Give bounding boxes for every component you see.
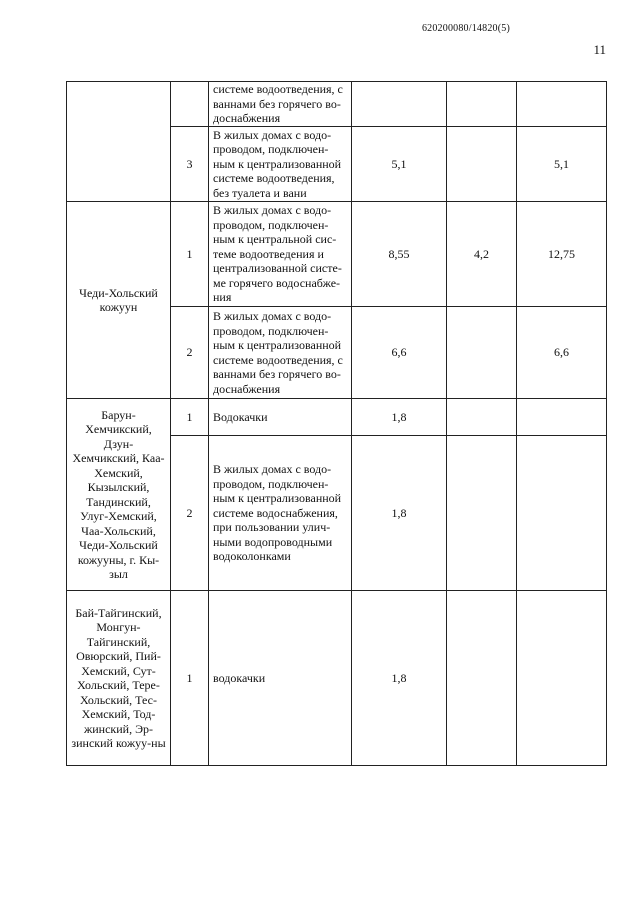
description-cell: В жилых домах с водо-проводом, подключен-ным к централизованной системе водоотведения, с ваннами без горячего во-доснабжения (209, 307, 352, 399)
row-number-cell (171, 82, 209, 127)
region-cell: Бай-Тайгинский, Монгун-Тайгинский, Овюрский, Пий-Хемский, Сут-Хольский, Тере-Хольский, Тес-Хемский, Тод-жинский, Эр-зинский кожуу-ны (67, 591, 171, 766)
value-cell: 8,55 (352, 202, 447, 307)
value-cell: 1,8 (352, 591, 447, 766)
region-cell: Барун-Хемчикский, Дзун-Хемчикский, Каа-Хемский, Кызылский, Тандинский, Улуг-Хемский, Чаа-Хольский, Чеди-Хольский кожууны, г. Кы-зыл (67, 399, 171, 591)
value-cell: 6,6 (352, 307, 447, 399)
row-number-cell: 1 (171, 399, 209, 436)
tariff-table (66, 81, 607, 766)
table-row (67, 82, 607, 127)
value-cell: 5,1 (352, 127, 447, 202)
value-cell (447, 127, 517, 202)
description-cell: водокачки (209, 591, 352, 766)
description-cell: Водокачки (209, 399, 352, 436)
region-cell: Чеди-Хольский кожуун (67, 202, 171, 399)
value-cell (447, 82, 517, 127)
value-cell (517, 436, 607, 591)
description-cell: системе водоотведения, с ваннами без горячего во-доснабжения (209, 82, 352, 127)
value-cell: 6,6 (517, 307, 607, 399)
value-cell (447, 436, 517, 591)
description-cell: В жилых домах с водо-проводом, подключен-ным к центральной сис-теме водоотведения и централизованной систе-ме горячего водоснабже-ния (209, 202, 352, 307)
value-cell (447, 399, 517, 436)
description-cell: В жилых домах с водо-проводом, подключен-ным к централизованной системе водоотведения, без туалета и вани (209, 127, 352, 202)
value-cell (517, 399, 607, 436)
value-cell: 1,8 (352, 436, 447, 591)
value-cell (447, 591, 517, 766)
table-row (67, 399, 607, 436)
table-row (67, 202, 607, 307)
value-cell: 12,75 (517, 202, 607, 307)
document-code: 620200080/14820(5) (421, 23, 510, 34)
value-cell: 1,8 (352, 399, 447, 436)
value-cell (447, 307, 517, 399)
row-number-cell: 1 (171, 202, 209, 307)
table-row (67, 591, 607, 766)
row-number-cell: 2 (171, 307, 209, 399)
value-cell (352, 82, 447, 127)
row-number-cell: 2 (171, 436, 209, 591)
description-cell: В жилых домах с водо-проводом, подключен-ным к централизованной системе водоснабжения, при пользовании улич-ными водопроводными водоколонками (209, 436, 352, 591)
value-cell (517, 591, 607, 766)
row-number-cell: 1 (171, 591, 209, 766)
row-number-cell: 3 (171, 127, 209, 202)
value-cell (517, 82, 607, 127)
value-cell: 5,1 (517, 127, 607, 202)
value-cell: 4,2 (447, 202, 517, 307)
page-number: 11 (593, 42, 606, 57)
region-cell (67, 82, 171, 202)
